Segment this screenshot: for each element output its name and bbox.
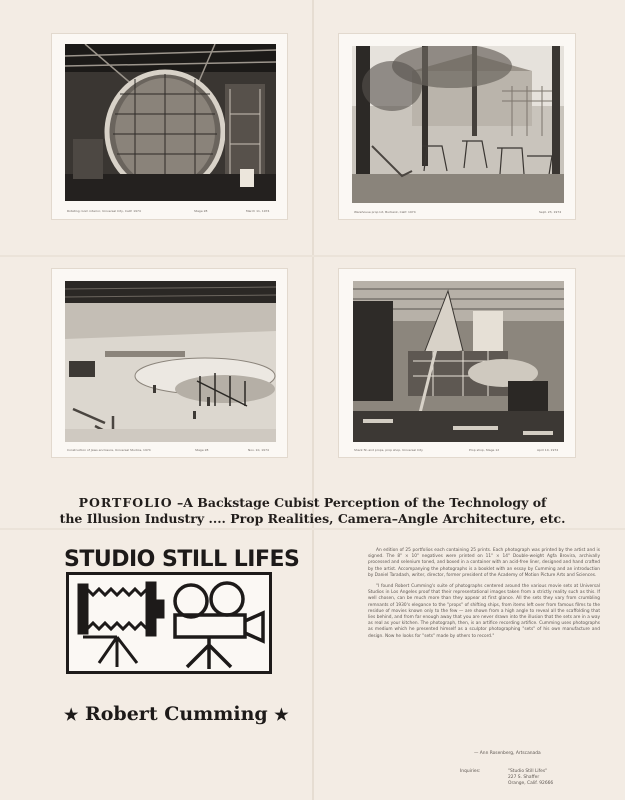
headline-line-1: –A Backstage Cubist Perception of the Technology of	[176, 495, 547, 510]
logo-title: STUDIO STILL LIFES	[64, 547, 300, 572]
portfolio-headline	[0, 495, 625, 527]
description-paragraph: An edition of 25 portfolios each containing 25 prints. Each photograph was printed by the artist and is signed. The 8" × 10" negatives were printed on 11" × 14" Double-weight Agfa Brovira, archivally processed and selenium toned, and boxed in a container with an acid-free liner, designed and hand crafted by the artist. Accompanying the photographs is a booklet with an essay by Cumming and an introduction by Daniel Taradash, writer, director, former president of the Academy of Motion Picture Arts and Sciences.	[368, 548, 600, 578]
photo-caption: Construction of Jaws enclosure, Universal Studios, 1974	[67, 448, 151, 452]
star-icon: ★	[64, 705, 79, 724]
photo-caption-date: Sept. 23, 1974	[539, 210, 562, 214]
address-line: 227 S. Shaffer	[508, 775, 540, 780]
photo-card	[51, 268, 288, 458]
photo-caption-stage: Stage 28	[195, 448, 209, 452]
photo-rotating-room	[65, 44, 276, 201]
photo-caption-stage: Prop shop, Stage 12	[469, 448, 500, 452]
photo-caption-date: Nov. 10, 1974	[248, 448, 269, 452]
inquiries-address	[508, 769, 588, 787]
fold-line-vertical	[312, 0, 314, 800]
address-line: Orange, Calif. 92666	[508, 781, 554, 786]
photo-prop-shop	[353, 281, 564, 442]
artist-name	[64, 703, 289, 725]
portfolio-description	[368, 548, 600, 645]
star-icon: ★	[274, 705, 289, 724]
photo-card	[338, 268, 576, 458]
photo-prop-lot	[352, 46, 564, 203]
description-quote: "I found Robert Cumming's suite of photographs centered around the various movie sets at Universal Studios in Los Angeles proof that their representational images taken from a strictly reality such as this. If well chosen, can be much more than they appear at first glance. All the sets they vary from crumbling remnants of 1930's elegance to the "props" of shifting ships, from items left over from famous films to the residue of movies known only to the few — are shown from a high angle to reveal all the scaffolding that lies behind, and from far enough away that you are never drawn into the illusion that the sets are in a way as real as your kitchen. The photograph, then, is an artifice recording artifice. Cumming uses photographs as medium which he presented himself as a sculptor photographing "sets" of his own manufacture and design. Now he looks for "sets" made by others to record."	[368, 584, 600, 639]
photo-caption: Rotating room interior, Universal City, Calif. 1974	[67, 209, 141, 213]
photo-card	[338, 33, 576, 220]
address-line: "Studio Still Lifes"	[508, 769, 548, 774]
photo-card	[51, 33, 288, 220]
movie-camera-icon	[175, 583, 263, 669]
fold-line-horizontal	[0, 528, 625, 530]
photo-stage-construction	[65, 281, 276, 442]
view-camera-icon	[79, 583, 163, 667]
photo-caption-stage: Stage 28	[194, 209, 208, 213]
inquiries-label: Inquiries:	[460, 769, 481, 774]
photo-caption: Warehouse prop lot, Burbank, Calif. 1974	[354, 210, 416, 214]
logo-emblem	[66, 572, 272, 674]
quote-attribution: — Ann Rosenberg, Artscanada	[474, 751, 541, 756]
photo-caption-date: March 11, 1974	[246, 209, 270, 213]
headline-line-2: the Illusion Industry .... Prop Realities, Camera–Angle Architecture, etc.	[59, 511, 566, 526]
photo-caption: Shark fin and props, prop shop, Universal City	[354, 448, 423, 452]
fold-line-horizontal	[0, 255, 625, 257]
artist-name-text: Robert Cumming	[84, 703, 268, 725]
photo-caption-date: April 10, 1974	[537, 448, 559, 452]
portfolio-label: PORTFOLIO	[78, 495, 173, 510]
